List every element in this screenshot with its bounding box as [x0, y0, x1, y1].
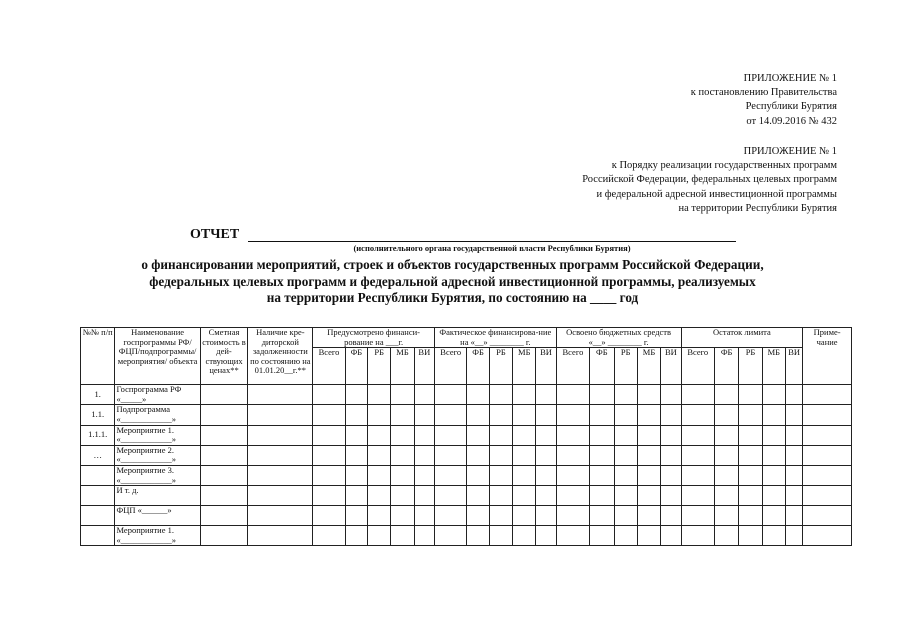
empty-cell: [590, 486, 614, 506]
empty-cell: [434, 405, 466, 425]
empty-cell: [785, 405, 802, 425]
row-name: Мероприятие 1. «____________»: [115, 526, 200, 546]
approval-line: от 14.09.2016 № 432: [746, 115, 837, 127]
empty-cell: [313, 506, 345, 526]
empty-cell: [714, 405, 738, 425]
empty-cell: [467, 445, 489, 465]
empty-cell: [200, 526, 248, 546]
empty-cell: [368, 445, 391, 465]
table-row: [81, 506, 852, 526]
empty-cell: [785, 445, 802, 465]
empty-cell: [513, 506, 536, 526]
empty-cell: [391, 445, 414, 465]
empty-cell: [803, 425, 852, 445]
row-number: [81, 506, 115, 526]
empty-cell: [556, 385, 589, 405]
empty-cell: [313, 486, 345, 506]
empty-cell: [200, 445, 248, 465]
empty-cell: [785, 506, 802, 526]
row-number: …: [81, 445, 115, 465]
empty-cell: [313, 465, 345, 485]
empty-cell: [739, 445, 762, 465]
empty-cell: [200, 405, 248, 425]
empty-cell: [313, 385, 345, 405]
empty-cell: [536, 465, 556, 485]
empty-cell: [200, 425, 248, 445]
empty-cell: [467, 486, 489, 506]
empty-cell: [762, 465, 785, 485]
empty-cell: [590, 385, 614, 405]
subheader-total: Всего: [681, 348, 714, 385]
empty-cell: [434, 425, 466, 445]
empty-cell: [614, 385, 637, 405]
empty-cell: [556, 506, 589, 526]
empty-cell: [536, 405, 556, 425]
empty-cell: [200, 385, 248, 405]
empty-cell: [489, 425, 512, 445]
empty-cell: [313, 405, 345, 425]
empty-cell: [513, 385, 536, 405]
empty-cell: [513, 445, 536, 465]
subheader-total: Всего: [556, 348, 589, 385]
subheader-rb: РБ: [739, 348, 762, 385]
subtitle-line: на территории Республики Бурятия, по состоянию на ____ год: [266, 290, 639, 305]
empty-cell: [248, 526, 313, 546]
table-row: [81, 486, 852, 506]
empty-cell: [434, 385, 466, 405]
empty-cell: [489, 385, 512, 405]
row-number: [81, 526, 115, 546]
report-table: [80, 327, 852, 546]
empty-cell: [803, 385, 852, 405]
empty-cell: [739, 405, 762, 425]
empty-cell: [536, 486, 556, 506]
empty-cell: [434, 445, 466, 465]
empty-cell: [489, 465, 512, 485]
row-number: [81, 465, 115, 485]
empty-cell: [785, 526, 802, 546]
empty-cell: [200, 465, 248, 485]
empty-cell: [614, 526, 637, 546]
empty-cell: [614, 465, 637, 485]
empty-cell: [785, 465, 802, 485]
empty-cell: [414, 486, 434, 506]
empty-cell: [739, 385, 762, 405]
empty-cell: [661, 405, 681, 425]
empty-cell: [556, 425, 589, 445]
empty-cell: [556, 465, 589, 485]
empty-cell: [248, 465, 313, 485]
table-row: [81, 405, 852, 425]
empty-cell: [661, 445, 681, 465]
empty-cell: [536, 425, 556, 445]
empty-cell: [513, 465, 536, 485]
empty-cell: [248, 385, 313, 405]
subheader-fb: ФБ: [345, 348, 367, 385]
row-number: 1.: [81, 385, 115, 405]
empty-cell: [345, 425, 367, 445]
appendix-line: к Порядку реализации государственных программ: [611, 160, 837, 172]
row-name: ФЦП «______»: [115, 506, 200, 526]
empty-cell: [391, 526, 414, 546]
row-number: [81, 486, 115, 506]
empty-cell: [637, 486, 660, 506]
empty-cell: [345, 465, 367, 485]
empty-cell: [467, 465, 489, 485]
subheader-rb: РБ: [368, 348, 391, 385]
empty-cell: [248, 425, 313, 445]
empty-cell: [200, 506, 248, 526]
row-name: Госпрограмма РФ «_____»: [115, 385, 200, 405]
authority-blank-line: [248, 241, 736, 242]
row-name: Подпрограмма «____________»: [115, 405, 200, 425]
empty-cell: [681, 506, 714, 526]
empty-cell: [661, 425, 681, 445]
col-header-number: №№ п/п: [81, 328, 115, 385]
empty-cell: [368, 405, 391, 425]
empty-cell: [739, 425, 762, 445]
empty-cell: [803, 405, 852, 425]
appendix-header: [582, 145, 837, 216]
empty-cell: [590, 405, 614, 425]
row-name: И т. д.: [115, 486, 200, 506]
empty-cell: [391, 465, 414, 485]
empty-cell: [434, 486, 466, 506]
subheader-vi: ВИ: [414, 348, 434, 385]
empty-cell: [391, 506, 414, 526]
empty-cell: [513, 425, 536, 445]
approval-header: [691, 72, 837, 129]
empty-cell: [391, 425, 414, 445]
empty-cell: [762, 425, 785, 445]
empty-cell: [803, 465, 852, 485]
col-header-name: Наименование госпрограммы РФ/ФЦП/подпрограммы/ мероприятия/ объекта: [115, 328, 200, 385]
table-row: [81, 465, 852, 485]
empty-cell: [467, 526, 489, 546]
subheader-vi: ВИ: [785, 348, 802, 385]
empty-cell: [590, 425, 614, 445]
subheader-vi: ВИ: [661, 348, 681, 385]
empty-cell: [556, 486, 589, 506]
empty-cell: [556, 445, 589, 465]
empty-cell: [345, 405, 367, 425]
subheader-total: Всего: [313, 348, 345, 385]
empty-cell: [248, 405, 313, 425]
empty-cell: [762, 385, 785, 405]
empty-cell: [661, 465, 681, 485]
empty-cell: [803, 445, 852, 465]
empty-cell: [414, 526, 434, 546]
empty-cell: [414, 506, 434, 526]
col-header-actual: Фактическое финансирова-ние на «__» ________ г.: [434, 328, 556, 348]
empty-cell: [467, 425, 489, 445]
approval-line: к постановлению Правительства: [690, 87, 837, 99]
table-row: [81, 445, 852, 465]
empty-cell: [313, 526, 345, 546]
empty-cell: [414, 465, 434, 485]
report-subtitle: [60, 257, 845, 307]
empty-cell: [681, 405, 714, 425]
empty-cell: [368, 526, 391, 546]
empty-cell: [714, 486, 738, 506]
empty-cell: [681, 526, 714, 546]
empty-cell: [714, 526, 738, 546]
row-name: Мероприятие 1. «____________»: [115, 425, 200, 445]
empty-cell: [467, 385, 489, 405]
empty-cell: [803, 486, 852, 506]
empty-cell: [803, 506, 852, 526]
empty-cell: [536, 506, 556, 526]
empty-cell: [489, 445, 512, 465]
empty-cell: [681, 385, 714, 405]
empty-cell: [368, 465, 391, 485]
empty-cell: [714, 445, 738, 465]
empty-cell: [661, 385, 681, 405]
empty-cell: [414, 385, 434, 405]
col-header-spent: Освоено бюджетных средств «__» ________ г.: [556, 328, 681, 348]
empty-cell: [714, 465, 738, 485]
appendix-line: Российской Федерации, федеральных целевых программ: [582, 174, 837, 186]
empty-cell: [714, 425, 738, 445]
empty-cell: [739, 526, 762, 546]
empty-cell: [556, 526, 589, 546]
subheader-mb: МБ: [637, 348, 660, 385]
empty-cell: [345, 445, 367, 465]
empty-cell: [614, 506, 637, 526]
empty-cell: [590, 445, 614, 465]
report-table-body: [81, 385, 852, 546]
empty-cell: [391, 486, 414, 506]
col-header-cost: Сметная стоимость в дей-ствующих ценах**: [200, 328, 248, 385]
empty-cell: [536, 445, 556, 465]
col-header-debt: Наличие кре-диторской задолженности по состоянию на 01.01.20__г.**: [248, 328, 313, 385]
empty-cell: [637, 405, 660, 425]
empty-cell: [248, 486, 313, 506]
empty-cell: [739, 465, 762, 485]
subheader-fb: ФБ: [714, 348, 738, 385]
empty-cell: [614, 405, 637, 425]
empty-cell: [345, 486, 367, 506]
empty-cell: [681, 486, 714, 506]
empty-cell: [803, 526, 852, 546]
empty-cell: [661, 526, 681, 546]
empty-cell: [489, 526, 512, 546]
empty-cell: [368, 425, 391, 445]
empty-cell: [467, 405, 489, 425]
subheader-mb: МБ: [391, 348, 414, 385]
empty-cell: [681, 425, 714, 445]
empty-cell: [590, 506, 614, 526]
empty-cell: [681, 465, 714, 485]
empty-cell: [714, 506, 738, 526]
empty-cell: [434, 465, 466, 485]
table-row: [81, 425, 852, 445]
empty-cell: [489, 486, 512, 506]
empty-cell: [661, 506, 681, 526]
table-row: [81, 526, 852, 546]
col-header-note: Приме-чание: [803, 328, 852, 385]
subtitle-line: о финансировании мероприятий, строек и объектов государственных программ Российской Федерации,: [141, 257, 764, 272]
approval-line: Республики Бурятия: [745, 101, 837, 113]
subheader-vi: ВИ: [536, 348, 556, 385]
empty-cell: [590, 465, 614, 485]
empty-cell: [345, 385, 367, 405]
subheader-rb: РБ: [614, 348, 637, 385]
empty-cell: [368, 385, 391, 405]
empty-cell: [739, 486, 762, 506]
empty-cell: [762, 506, 785, 526]
empty-cell: [785, 486, 802, 506]
empty-cell: [714, 385, 738, 405]
empty-cell: [489, 405, 512, 425]
empty-cell: [345, 526, 367, 546]
col-header-planned: Предусмотрено финанси-рование на ___г.: [313, 328, 435, 348]
empty-cell: [661, 486, 681, 506]
row-name: Мероприятие 3. «____________»: [115, 465, 200, 485]
empty-cell: [414, 445, 434, 465]
row-number: 1.1.1.: [81, 425, 115, 445]
empty-cell: [391, 385, 414, 405]
subheader-total: Всего: [434, 348, 466, 385]
empty-cell: [313, 445, 345, 465]
approval-line: ПРИЛОЖЕНИЕ № 1: [743, 73, 837, 84]
empty-cell: [762, 486, 785, 506]
subheader-mb: МБ: [762, 348, 785, 385]
empty-cell: [200, 486, 248, 506]
empty-cell: [414, 405, 434, 425]
empty-cell: [614, 445, 637, 465]
empty-cell: [739, 506, 762, 526]
empty-cell: [762, 405, 785, 425]
empty-cell: [614, 425, 637, 445]
empty-cell: [556, 405, 589, 425]
appendix-line: ПРИЛОЖЕНИЕ № 1: [743, 146, 837, 157]
empty-cell: [345, 506, 367, 526]
subheader-rb: РБ: [489, 348, 512, 385]
empty-cell: [513, 526, 536, 546]
empty-cell: [414, 425, 434, 445]
report-title: ОТЧЕТ: [190, 227, 240, 242]
empty-cell: [590, 526, 614, 546]
appendix-line: и федеральной адресной инвестиционной программы: [596, 188, 837, 200]
empty-cell: [489, 506, 512, 526]
empty-cell: [368, 506, 391, 526]
empty-cell: [785, 425, 802, 445]
subheader-fb: ФБ: [590, 348, 614, 385]
empty-cell: [467, 506, 489, 526]
empty-cell: [637, 445, 660, 465]
empty-cell: [248, 445, 313, 465]
subheader-fb: ФБ: [467, 348, 489, 385]
empty-cell: [637, 506, 660, 526]
empty-cell: [637, 425, 660, 445]
empty-cell: [313, 425, 345, 445]
empty-cell: [762, 445, 785, 465]
empty-cell: [785, 385, 802, 405]
empty-cell: [637, 465, 660, 485]
authority-caption: (исполнительного органа государственной власти Республики Бурятия): [353, 243, 631, 253]
row-name: Мероприятие 2. «____________»: [115, 445, 200, 465]
row-number: 1.1.: [81, 405, 115, 425]
subheader-mb: МБ: [513, 348, 536, 385]
empty-cell: [681, 445, 714, 465]
empty-cell: [536, 526, 556, 546]
empty-cell: [637, 385, 660, 405]
appendix-line: на территории Республики Бурятия: [678, 202, 837, 214]
empty-cell: [368, 486, 391, 506]
col-header-remainder: Остаток лимита: [681, 328, 803, 348]
subtitle-line: федеральных целевых программ и федеральной адресной инвестиционной программы, реализуемых: [149, 273, 756, 289]
empty-cell: [536, 385, 556, 405]
empty-cell: [637, 526, 660, 546]
empty-cell: [391, 405, 414, 425]
empty-cell: [434, 526, 466, 546]
empty-cell: [614, 486, 637, 506]
empty-cell: [513, 405, 536, 425]
empty-cell: [513, 486, 536, 506]
empty-cell: [434, 506, 466, 526]
empty-cell: [248, 506, 313, 526]
empty-cell: [762, 526, 785, 546]
table-row: [81, 385, 852, 405]
